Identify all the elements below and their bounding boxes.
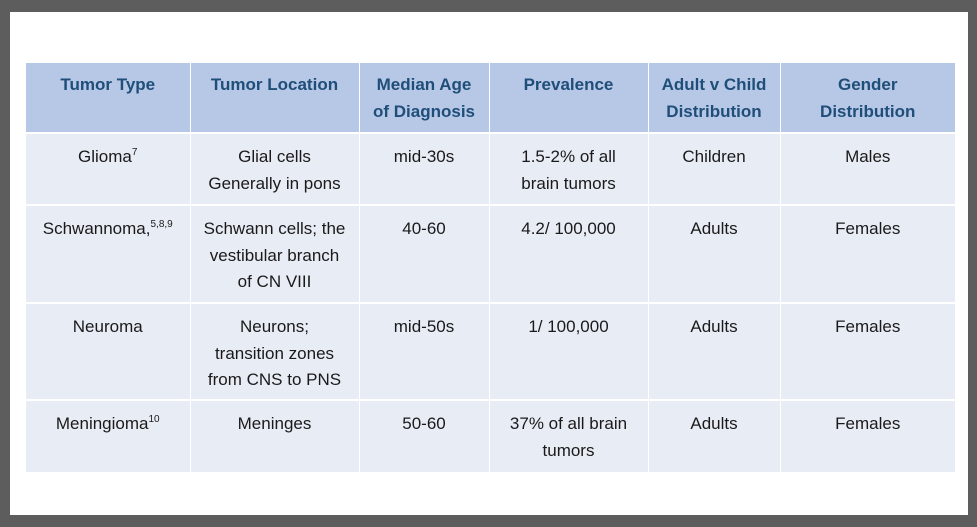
- header-median-age: Median Age of Diagnosis: [359, 63, 489, 133]
- cell-gender: Females: [780, 400, 955, 472]
- slide: [10, 12, 968, 515]
- cell-median-age: 40-60: [359, 205, 489, 303]
- table-row: [26, 400, 955, 472]
- header-prevalence: Prevalence: [489, 63, 648, 133]
- cell-gender: Males: [780, 133, 955, 205]
- cell-prevalence: 1.5-2% of all brain tumors: [489, 133, 648, 205]
- cell-tumor-type: Meningioma$^{10}$: [26, 400, 190, 472]
- cell-prevalence: 37% of all brain tumors: [489, 400, 648, 472]
- cell-location: Schwann cells; the vestibular branch of CN VIII: [190, 205, 359, 303]
- header-adult-child: Adult v Child Distribution: [648, 63, 780, 133]
- cell-tumor-type: Neuroma: [26, 303, 190, 400]
- table-row: [26, 303, 955, 400]
- table-row: [26, 133, 955, 205]
- table-header-row: [26, 63, 955, 133]
- tumor-comparison-table: [26, 63, 955, 472]
- cell-prevalence: 4.2/ 100,000: [489, 205, 648, 303]
- cell-prevalence: 1/ 100,000: [489, 303, 648, 400]
- cell-median-age: mid-30s: [359, 133, 489, 205]
- reference-superscript: 7: [131, 147, 138, 158]
- reference-superscript: 10: [148, 414, 160, 425]
- cell-adult-child: Adults: [648, 205, 780, 303]
- table-row: [26, 205, 955, 303]
- cell-location: Meninges: [190, 400, 359, 472]
- header-tumor-location: Tumor Location: [190, 63, 359, 133]
- cell-median-age: mid-50s: [359, 303, 489, 400]
- reference-superscript: 5,8,9: [150, 219, 173, 230]
- cell-location: Neurons; transition zones from CNS to PNS: [190, 303, 359, 400]
- cell-tumor-type: Glioma$^7$: [26, 133, 190, 205]
- cell-adult-child: Adults: [648, 400, 780, 472]
- cell-location: Glial cells Generally in pons: [190, 133, 359, 205]
- header-gender: Gender Distribution: [780, 63, 955, 133]
- cell-gender: Females: [780, 303, 955, 400]
- cell-adult-child: Children: [648, 133, 780, 205]
- cell-adult-child: Adults: [648, 303, 780, 400]
- cell-gender: Females: [780, 205, 955, 303]
- cell-tumor-type: Schwannoma,$^{5,8,9}$: [26, 205, 190, 303]
- cell-median-age: 50-60: [359, 400, 489, 472]
- header-tumor-type: Tumor Type: [26, 63, 190, 133]
